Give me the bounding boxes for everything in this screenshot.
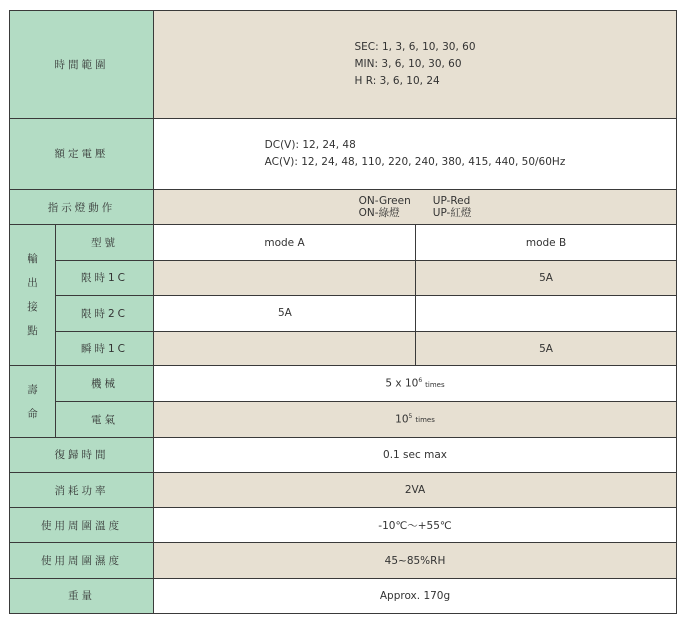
spec-table bbox=[9, 10, 677, 614]
weight-label: 重量 bbox=[10, 578, 154, 613]
life-char-2: 命 bbox=[27, 407, 38, 420]
rated-voltage-lines bbox=[265, 137, 566, 171]
ambient-temp-value: -10℃～+55℃ bbox=[154, 508, 677, 543]
electrical-unit: times bbox=[415, 416, 435, 425]
mechanical-base: 5 x 10 bbox=[385, 377, 419, 390]
row-power bbox=[10, 472, 677, 507]
time-range-lines bbox=[355, 39, 476, 90]
time-range-label: 時間範圍 bbox=[10, 11, 154, 119]
timed-1c-a bbox=[154, 260, 416, 295]
row-weight bbox=[10, 578, 677, 613]
time-range-sec: SEC: 1, 3, 6, 10, 30, 60 bbox=[354, 40, 476, 53]
indicator-label: 指示燈動作 bbox=[10, 190, 154, 225]
rated-voltage-ac: AC(V): 12, 24, 48, 110, 220, 240, 380, 415, 440, 50/60Hz bbox=[264, 155, 566, 168]
mechanical-exp: 6 bbox=[418, 377, 423, 385]
row-indicator bbox=[10, 190, 677, 225]
row-rated-voltage bbox=[10, 118, 677, 189]
model-label: 型號 bbox=[56, 225, 154, 260]
indicator-on-en: ON-Green bbox=[358, 195, 411, 208]
ambient-humidity-label: 使用周圍濕度 bbox=[10, 543, 154, 578]
electrical-label: 電氣 bbox=[56, 401, 154, 437]
row-timed-2c bbox=[10, 295, 677, 331]
indicator-up-zh: UP-紅燈 bbox=[432, 207, 472, 220]
instant-1c-label: 瞬時1C bbox=[56, 332, 154, 366]
indicator-on-zh: ON-綠燈 bbox=[358, 207, 400, 220]
output-char-4: 點 bbox=[27, 325, 38, 338]
ambient-humidity-value: 45~85%RH bbox=[154, 543, 677, 578]
model-a: mode A bbox=[154, 225, 416, 260]
indicator-up-en: UP-Red bbox=[432, 195, 471, 208]
life-char-1: 壽 bbox=[27, 383, 38, 396]
row-ambient-humidity bbox=[10, 543, 677, 578]
indicator-grid bbox=[359, 195, 472, 219]
rated-voltage-dc: DC(V): 12, 24, 48 bbox=[264, 138, 356, 151]
power-label: 消耗功率 bbox=[10, 472, 154, 507]
electrical-base: 10 bbox=[395, 413, 409, 426]
weight-value: Approx. 170g bbox=[154, 578, 677, 613]
electrical-value bbox=[154, 401, 677, 437]
time-range-value bbox=[154, 11, 677, 119]
reset-time-label: 復歸時間 bbox=[10, 437, 154, 472]
timed-1c-label: 限時1C bbox=[56, 260, 154, 295]
power-value: 2VA bbox=[154, 472, 677, 507]
mechanical-unit: times bbox=[425, 380, 445, 389]
time-range-hr: H R: 3, 6, 10, 24 bbox=[354, 74, 440, 87]
output-char-2: 出 bbox=[27, 277, 38, 290]
rated-voltage-label: 額定電壓 bbox=[10, 118, 154, 189]
instant-1c-b: 5A bbox=[416, 332, 677, 366]
life-vertical bbox=[26, 378, 40, 426]
output-contacts-vertical bbox=[26, 247, 40, 343]
row-ambient-temp bbox=[10, 508, 677, 543]
life-group-label bbox=[10, 366, 56, 437]
indicator-value bbox=[154, 190, 677, 225]
electrical-exp: 5 bbox=[408, 412, 413, 420]
time-range-min: MIN: 3, 6, 10, 30, 60 bbox=[354, 57, 462, 70]
row-reset-time bbox=[10, 437, 677, 472]
instant-1c-a bbox=[154, 332, 416, 366]
model-b: mode B bbox=[416, 225, 677, 260]
row-life-electrical bbox=[10, 401, 677, 437]
row-model bbox=[10, 225, 677, 260]
row-instant-1c bbox=[10, 332, 677, 366]
timed-2c-a bbox=[154, 295, 416, 331]
row-life-mechanical bbox=[10, 366, 677, 401]
output-contacts-group-label bbox=[10, 225, 56, 366]
rated-voltage-value bbox=[154, 118, 677, 189]
ambient-temp-label: 使用周圍溫度 bbox=[10, 508, 154, 543]
timed-2c-b bbox=[416, 295, 677, 331]
timed-2c-a-value: 5A bbox=[278, 307, 292, 320]
timed-2c-label: 限時2C bbox=[56, 295, 154, 331]
output-char-1: 輸 bbox=[27, 253, 38, 266]
output-char-3: 接 bbox=[27, 301, 38, 314]
reset-time-value: 0.1 sec max bbox=[154, 437, 677, 472]
mechanical-label: 機械 bbox=[56, 366, 154, 401]
timed-1c-b: 5A bbox=[416, 260, 677, 295]
row-time-range bbox=[10, 11, 677, 119]
mechanical-value bbox=[154, 366, 677, 401]
row-timed-1c bbox=[10, 260, 677, 295]
